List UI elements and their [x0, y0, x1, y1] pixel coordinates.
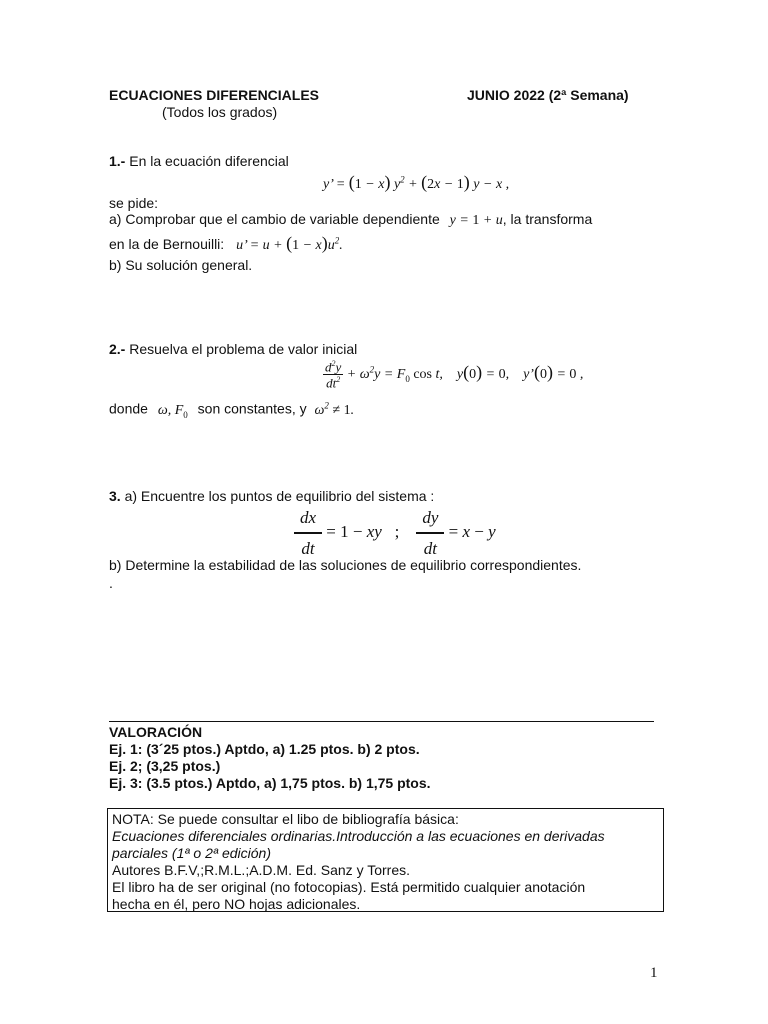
exercise-1-part-a [109, 211, 592, 229]
exercise-3-dot: . [109, 575, 113, 591]
constants-symbols: ω, $F_0$ [157, 402, 188, 420]
nota-box [107, 808, 664, 912]
exercise-3-part-b: b) Determine la estabilidad de las soluciones de equilibrio correspondientes. [109, 557, 582, 573]
exercise-1-se-pide: se pide: [109, 195, 159, 211]
nota-authors: Autores B.F.V,;R.M.L.;A.D.M. Ed. Sanz y Torres. [112, 862, 410, 878]
constantes-text: son constantes, y [197, 400, 307, 417]
valoracion-line-2: Ej. 2; (3,25 ptos.) [109, 758, 221, 774]
exam-subtitle: (Todos los grados) [162, 104, 278, 120]
section-divider [109, 721, 654, 722]
donde-text: donde [109, 400, 148, 417]
valoracion-title: VALORACIÓN [109, 724, 203, 740]
exercise-1-intro: En la ecuación diferencial [125, 153, 289, 169]
exam-date: JUNIO 2022 (2ª Semana) [467, 87, 629, 103]
nota-book-title-2: parciales (1ª o 2ª edición) [112, 845, 271, 861]
exercise-3-system: $\frac{dx}{dt}$ = 1 − xy ; $\frac{dy}{dt}$ = x − y [294, 509, 496, 557]
change-of-variable-formula: y = 1 + u [449, 213, 503, 228]
nota-line-5: El libro ha de ser original (no fotocopias). Está permitido cualquier anotación [112, 879, 586, 895]
exercise-1-part-b: b) Su solución general. [109, 257, 253, 273]
exercise-3-number: 3. [109, 488, 121, 504]
nota-line-1: NOTA: Se puede consultar el libo de bibliografía básica: [112, 811, 459, 827]
exercise-2-intro: Resuelva el problema de valor inicial [125, 341, 358, 357]
nota-book-title-1: Ecuaciones diferenciales ordinarias.Introducción a las ecuaciones en derivadas [112, 828, 605, 844]
exercise-3-heading [109, 488, 434, 504]
exercise-1-number: 1.- [109, 153, 126, 169]
exercise-1-part-a-text2: , la transforma [502, 211, 593, 227]
bernoulli-equation: u’ = $u + (1 - x)u^2$. [236, 233, 343, 253]
omega-condition: $\omega^2 \ne 1$. [314, 400, 355, 418]
exercise-1-heading [109, 153, 289, 169]
valoracion-line-1: Ej. 1: (3´25 ptos.) Aptdo, a) 1.25 ptos. b) 2 ptos. [109, 741, 420, 757]
exercise-2-donde-line [109, 400, 354, 419]
exercise-2-heading [109, 341, 357, 357]
nota-line-6: hecha en él, pero NO hojas adicionales. [112, 896, 361, 912]
exercise-2-ivp-equation: $\frac{d^2y}{dt^2}$ + $\omega^2y = F_0$ cos t, y(0) = 0, y’(0) = 0 , [325, 359, 584, 391]
exercise-1-part-a-text: a) Comprobar que el cambio de variable dependiente [109, 211, 440, 227]
page-number: 1 [650, 965, 658, 981]
valoracion-line-3: Ej. 3: (3.5 ptos.) Aptdo, a) 1,75 ptos. b) 1,75 ptos. [109, 775, 431, 791]
bernoulli-intro: en la de Bernouilli: [109, 236, 225, 252]
exercise-1-bernoulli-line [109, 233, 343, 254]
exam-title: ECUACIONES DIFERENCIALES [109, 87, 320, 103]
exercise-3-intro: a) Encuentre los puntos de equilibrio del sistema : [120, 488, 435, 504]
exercise-1-equation: y’ = (1 − x) $y^2 + (2x - 1) y - x$ , [323, 172, 510, 192]
exercise-2-number: 2.- [109, 341, 126, 357]
